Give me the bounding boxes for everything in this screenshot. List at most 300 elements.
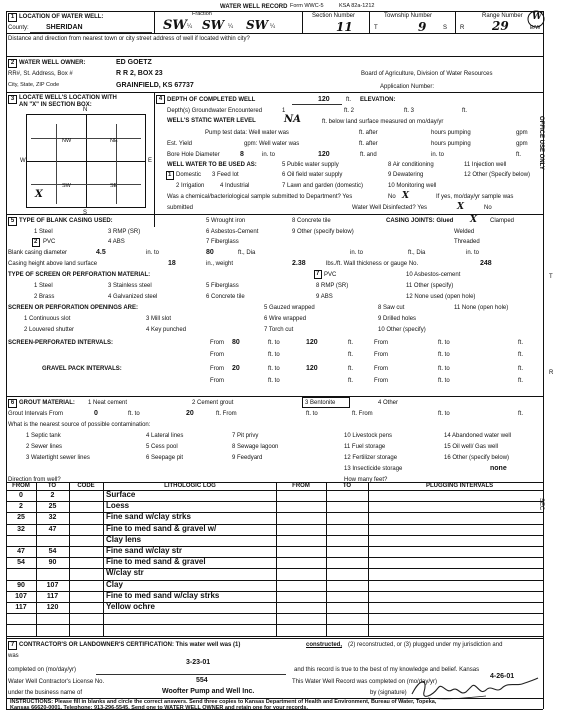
- screen-from: 80: [232, 339, 240, 346]
- screen-ft-to-2: ft. to: [438, 340, 450, 346]
- log-row-to: 54: [48, 548, 57, 555]
- casing-2-label: PVC: [43, 239, 56, 245]
- screen-6-label: Concrete tile: [211, 294, 245, 300]
- use-3-label: Feed lot: [217, 172, 239, 178]
- disinfected-label: Water Well Disinfected? Yes: [352, 205, 428, 211]
- use-11-num: 11: [464, 162, 471, 168]
- screen-from-label-3: From: [210, 352, 224, 358]
- opening-4-num: 4: [146, 327, 150, 333]
- grout-from-3: ft. From: [352, 411, 373, 417]
- log-header-0: FROM: [12, 483, 30, 489]
- county-label: County:: [8, 25, 29, 31]
- pump-after: ft. after: [359, 130, 378, 136]
- casing-6-label: Asbestos-Cement: [210, 229, 259, 235]
- screen-ft-to-3: ft. to: [268, 352, 280, 358]
- casing-8-num: 8: [292, 218, 296, 224]
- township-t: T: [374, 25, 378, 31]
- city-label: City, State, ZIP Code: [8, 82, 60, 88]
- log-row-to: 107: [46, 581, 59, 589]
- use-4-label: Industrial: [225, 183, 250, 189]
- gravel-ft-to-4: ft. to: [438, 378, 450, 384]
- quad-se: SE: [110, 183, 118, 189]
- opening-2-num: 2: [24, 327, 28, 333]
- opening-8-label: Saw cut: [383, 305, 405, 311]
- yield-hours: hours pumping: [431, 141, 471, 147]
- side-sec-label: SEC: [538, 498, 544, 511]
- gravel-ft-to-2: ft. to: [438, 366, 450, 372]
- screen-5-num: 5: [206, 283, 210, 289]
- casing-3-num: 3: [108, 229, 112, 235]
- bore-in-to: in. to: [262, 152, 276, 158]
- compass-north: N: [83, 107, 88, 113]
- quarter-mark: ¼: [270, 24, 276, 30]
- compass-south: S: [83, 210, 88, 216]
- bore-label: Bore Hole Diameter: [167, 152, 220, 158]
- contam-12-label: Fertilizer storage: [352, 455, 398, 461]
- pump-gpm: gpm: [516, 130, 528, 136]
- screen-4-label: Galvanized steel: [113, 294, 158, 300]
- log-row-from: 117: [15, 604, 27, 611]
- contam-10-num: 10: [344, 433, 351, 439]
- section-number-3: 3: [8, 95, 17, 104]
- casing-7-label: Fiberglass: [211, 239, 239, 245]
- casing-8-label: Concrete tile: [297, 218, 331, 224]
- grout-to-3: ft. to: [438, 411, 450, 417]
- range-ew: E/W: [530, 25, 541, 31]
- screen-1-label: Steel: [39, 283, 53, 289]
- use-5-label: Public water supply: [287, 162, 339, 168]
- log-header-3: LITHOLOGIC LOG: [164, 483, 216, 489]
- pump-hours: hours pumping: [431, 130, 471, 136]
- log-row-from: 0: [19, 492, 23, 499]
- log-row-from: 90: [17, 581, 25, 589]
- disinfected-mark: X: [457, 202, 464, 212]
- gravel-from-label-4: From: [374, 378, 388, 384]
- contam-7-label: Pit privy: [237, 433, 259, 439]
- true-statement: and this record is true to the best of my knowledge and belief. Kansas: [294, 667, 480, 673]
- log-header-4: FROM: [292, 483, 310, 489]
- use-8-label: Air conditioning: [392, 162, 434, 168]
- contam-13-label: Insecticide storage: [352, 466, 403, 472]
- casing-3-label: RMP (SR): [113, 229, 141, 235]
- use-5-num: 5: [282, 162, 286, 168]
- casing-height-label: Casing height above land surface: [8, 261, 98, 267]
- yield-label: Est. Yield: [167, 141, 193, 147]
- casing-height: 18: [168, 260, 176, 267]
- owner-title: WATER WELL OWNER:: [19, 60, 86, 66]
- range-value: 29: [492, 19, 509, 33]
- screen-8-label: RMP (SR): [321, 283, 349, 289]
- openings-label: SCREEN OR PERFORATION OPENINGS ARE:: [8, 305, 139, 311]
- fraction-value-1: SW: [163, 18, 187, 33]
- quad-sw: SW: [62, 183, 71, 189]
- screen-ft-3: ft.: [348, 352, 354, 358]
- locate-title-1: LOCATE WELL'S LOCATION WITH: [19, 95, 117, 101]
- screen-10-label: Asbestos-cement: [414, 272, 461, 278]
- disinfected-no: No: [484, 205, 492, 211]
- use-4-num: 4: [220, 183, 224, 189]
- chem-no-mark: X: [402, 191, 409, 201]
- opening-3-num: 3: [146, 316, 150, 322]
- contam-14-label: Abandoned water well: [452, 433, 512, 439]
- contam-3-num: 3: [26, 455, 30, 461]
- use-3-num: 3: [212, 172, 216, 178]
- screen-ft-2: ft.: [518, 340, 524, 346]
- yield-gpm: gpm: [516, 141, 528, 147]
- contam-6-label: Seepage pit: [151, 455, 184, 461]
- grout-1-label: Neat cement: [93, 400, 128, 406]
- grout-intervals-label: Grout Intervals From: [8, 411, 64, 417]
- side-t-label: T: [549, 274, 553, 280]
- chem-rest: If yes, mo/day/yr sample was: [436, 194, 514, 200]
- casing-5-label: Wrought iron: [211, 218, 246, 224]
- log-row-to: 47: [48, 525, 57, 533]
- contam-12-num: 12: [344, 455, 351, 461]
- contam-15-label: Oil well/ Gas well: [452, 444, 499, 450]
- yield-after: ft. after: [359, 141, 378, 147]
- use-7-label: Lawn and garden (domestic): [287, 183, 364, 189]
- yield-mid: gpm: Well water was: [244, 141, 300, 147]
- section-number-7: 7: [8, 641, 17, 650]
- city-value: GRAINFIELD, KS 67737: [116, 82, 194, 89]
- grout-label: GROUT MATERIAL:: [19, 400, 75, 406]
- grout-4-label: Other: [383, 400, 399, 406]
- use-9-num: 9: [388, 172, 392, 178]
- screen-10-num: 10: [406, 272, 413, 278]
- screen-ft-to-4: ft. to: [438, 352, 450, 358]
- log-header-2: CODE: [77, 483, 95, 489]
- certification-was: was: [8, 653, 19, 659]
- joints-welded: Welded: [454, 229, 475, 235]
- opening-7-num: 7: [264, 327, 268, 333]
- screen-1-num: 1: [34, 283, 38, 289]
- bore-in-to-2: in. to: [431, 152, 445, 158]
- log-header-1: TO: [47, 483, 57, 489]
- county-value: SHERIDAN: [46, 24, 83, 31]
- section-number-6: 6: [8, 399, 17, 408]
- grout-2-num: 2: [192, 400, 196, 406]
- grout-2-label: Cement grout: [197, 400, 234, 406]
- grout-3-label: Bentonite: [310, 400, 336, 406]
- quad-ne: NE: [110, 138, 118, 144]
- use-1-num: 1: [168, 172, 172, 178]
- casing-1-num: 1: [34, 229, 38, 235]
- instructions-line-2: Kansas 66620-0001. Telephone: 913-296-5545. Send one to WATER WELL OWNER and retain one for your records.: [10, 705, 308, 711]
- section-number-5: 5: [8, 217, 17, 226]
- grout-to-2: ft. to: [306, 411, 318, 417]
- screen-5-label: Fiberglass: [211, 283, 239, 289]
- screen-intervals-label: SCREEN-PERFORATED INTERVALS:: [8, 340, 114, 346]
- screen-from-label-2: From: [374, 340, 388, 346]
- contam-7-num: 7: [232, 433, 236, 439]
- opening-1-label: Continuous slot: [29, 316, 71, 322]
- contam-2-num: 2: [26, 444, 30, 450]
- quad-nw: NW: [62, 138, 72, 144]
- contam-16-num: 16: [444, 455, 451, 461]
- opening-10-num: 10: [378, 327, 385, 333]
- joints-threaded: Threaded: [454, 239, 480, 245]
- location-title: LOCATION OF WATER WELL:: [19, 14, 104, 20]
- log-row-lithology: Fine to med sand & gravel w/: [106, 523, 217, 533]
- contam-5-num: 5: [146, 444, 150, 450]
- casing-9-label: Other (specify below): [297, 229, 354, 235]
- casing-in-weight: in., weight: [206, 261, 234, 267]
- gravel-from-label-2: From: [374, 366, 388, 372]
- log-row-lithology: Fine sand w/clay str: [106, 546, 183, 555]
- use-2-label: Irrigation: [181, 183, 205, 189]
- contam-4-num: 4: [146, 433, 150, 439]
- opening-9-num: 9: [378, 316, 382, 322]
- compass-west: W: [20, 158, 26, 164]
- casing-weight: 2.38: [292, 260, 306, 267]
- contam-1-num: 1: [26, 433, 30, 439]
- use-1-label: Domestic: [176, 172, 202, 178]
- business-name: Woofter Pump and Well Inc.: [162, 688, 255, 695]
- quarter-mark: ¼: [228, 24, 234, 30]
- static-level-label: WELL'S STATIC WATER LEVEL: [167, 118, 256, 124]
- section-number-4: 4: [156, 95, 165, 104]
- compass-east: E: [148, 158, 153, 164]
- gravel-from: 20: [232, 365, 240, 372]
- depth-label: DEPTH OF COMPLETED WELL: [167, 97, 256, 103]
- grout-1-num: 1: [88, 400, 92, 406]
- log-row-lithology: Fine sand w/clay strks: [106, 512, 191, 522]
- contamination-value: none: [490, 465, 507, 472]
- screen-3-label: Stainless steel: [113, 283, 152, 289]
- gravel-from-label: From: [210, 366, 224, 372]
- log-row-to: 117: [46, 592, 59, 600]
- distance-label: Distance and direction from nearest town or city street address of well if located within city?: [8, 36, 250, 42]
- opening-2-label: Louvered shutter: [29, 327, 75, 333]
- contam-3-label: Watertight sewer lines: [31, 455, 90, 461]
- board-label: Board of Agriculture, Division of Water Resources: [361, 71, 493, 77]
- casing-5-num: 5: [206, 218, 210, 224]
- screen-ft-to: ft. to: [268, 340, 280, 346]
- completed-label: completed on (mo/day/yr): [8, 667, 77, 673]
- opening-10-label: Other (specify): [386, 327, 426, 333]
- depth-ft: ft.: [346, 97, 352, 103]
- gravel-to: 120: [306, 365, 318, 372]
- gravel-ft-to-3: ft. to: [268, 378, 280, 384]
- owner-name: ED GOETZ: [116, 59, 152, 66]
- casing-in-to-3: in. to: [466, 250, 480, 256]
- screen-material-label: TYPE OF SCREEN OR PERFORATION MATERIAL:: [8, 272, 151, 278]
- log-row-lithology: Clay lens: [106, 534, 142, 544]
- contamination-label: What is the nearest source of possible contamination:: [8, 422, 151, 428]
- grout-ft-end: ft.: [518, 411, 524, 417]
- casing-diameter: 4.5: [96, 249, 106, 256]
- grout-from-2: ft. From: [216, 411, 237, 417]
- contam-10-label: Livestock pens: [352, 433, 393, 439]
- casing-ft-dia-2: ft., Dia: [408, 250, 426, 256]
- direction-label: Direction from well?: [8, 477, 61, 483]
- locate-title-2: AN "X" IN SECTION BOX:: [19, 102, 92, 108]
- use-7-num: 7: [282, 183, 286, 189]
- range-label: Range Number: [482, 13, 523, 19]
- fraction-value-3: SW: [246, 18, 269, 32]
- screen-7-label: PVC: [324, 272, 337, 278]
- log-row-from: 25: [17, 514, 25, 522]
- casing-9-num: 9: [292, 229, 296, 235]
- opening-5-label: Gauzed wrapped: [269, 305, 315, 311]
- casing-ft-dia: ft., Dia: [238, 250, 256, 256]
- section-number-2: 2: [8, 59, 17, 68]
- address-value: R R 2, BOX 23: [116, 70, 163, 77]
- log-row-to: 90: [48, 559, 57, 567]
- casing-label: TYPE OF BLANK CASING USED:: [19, 218, 113, 224]
- casing-7-num: 7: [206, 239, 210, 245]
- screen-2-num: 2: [34, 294, 38, 300]
- fraction-label: Fraction: [192, 11, 212, 17]
- license-number: 554: [196, 677, 208, 684]
- static-level-rest: ft. below land surface measured on mo/day/yr: [322, 119, 444, 125]
- groundwater-3: ft. 3: [404, 108, 415, 114]
- side-r-label: R: [549, 370, 554, 376]
- use-6-label: Oil field water supply: [287, 172, 343, 178]
- form-number: Form WWC-5: [290, 3, 324, 9]
- certification-label: CONTRACTOR'S OR LANDOWNER'S CERTIFICATION: This water well was (1): [19, 642, 241, 648]
- log-row-lithology: Loess: [106, 501, 130, 511]
- casing-in-to-2: in. to: [350, 250, 364, 256]
- gravel-ft-4: ft.: [518, 378, 524, 384]
- opening-8-num: 8: [378, 305, 382, 311]
- screen-9-label: ABS: [320, 294, 333, 300]
- pump-test-label: Pump test data: Well water was: [205, 130, 289, 136]
- address-label: RR#, St. Address, Box #: [8, 71, 73, 77]
- casing-gauge: 248: [480, 260, 492, 267]
- casing-to: 80: [206, 249, 214, 256]
- contam-9-num: 9: [232, 455, 236, 461]
- opening-4-label: Key punched: [151, 327, 187, 333]
- signature-label: by (signature): [370, 690, 407, 696]
- screen-3-num: 3: [108, 283, 112, 289]
- log-row-to: 120: [46, 604, 59, 611]
- range-r: R: [460, 25, 465, 31]
- use-10-label: Monitoring well: [396, 183, 437, 189]
- gravel-from-label-3: From: [210, 378, 224, 384]
- static-level-value: NA: [284, 114, 301, 125]
- joints-clamped: Clamped: [490, 218, 515, 224]
- opening-6-label: Wire wrapped: [269, 316, 307, 322]
- bore-diameter: 8: [240, 151, 244, 158]
- contam-8-num: 8: [232, 444, 236, 450]
- water-well-record-form: [6, 3, 554, 711]
- contam-1-label: Septic tank: [31, 433, 61, 439]
- screen-12-label: None used (open hole): [414, 294, 476, 300]
- groundwater-1: 1: [282, 108, 286, 114]
- contam-11-label: Fuel storage: [351, 444, 386, 450]
- depth-value: 120: [318, 96, 330, 103]
- log-row-from: 2: [19, 503, 23, 511]
- record-completed-label: This Water Well Record was completed on (mo/day/yr): [292, 679, 438, 685]
- casing-6-num: 6: [206, 229, 210, 235]
- contam-11-num: 11: [344, 444, 351, 450]
- contam-8-label: Sewage lagoon: [237, 444, 279, 450]
- grout-4-num: 4: [378, 400, 382, 406]
- quarter-mark: ¼: [187, 24, 193, 30]
- range-circled-letter: W: [532, 12, 543, 22]
- fraction-value-2: SW: [202, 18, 225, 32]
- completed-date: 3-23-01: [186, 659, 211, 666]
- gravel-intervals-label: GRAVEL PACK INTERVALS:: [42, 366, 122, 372]
- gravel-ft-to: ft. to: [268, 366, 280, 372]
- log-row-from: 47: [17, 548, 25, 555]
- screen-ft-4: ft.: [518, 352, 524, 358]
- section-number-1: 1: [8, 13, 17, 22]
- joints-label: CASING JOINTS: Glued: [386, 218, 454, 224]
- screen-8-num: 8: [316, 283, 320, 289]
- use-10-num: 10: [388, 183, 395, 189]
- log-row-lithology: Surface: [106, 490, 136, 499]
- township-value: 9: [418, 20, 427, 34]
- grout-3-num: 3: [305, 400, 309, 406]
- contam-14-num: 14: [444, 433, 451, 439]
- log-header-6: PLUGGING INTERVALS: [426, 483, 494, 489]
- chem-sample-label: Was a chemical/bacteriological sample submitted to Department? Yes: [167, 194, 353, 200]
- form-title: WATER WELL RECORD: [220, 4, 288, 10]
- contam-2-label: Sewer lines: [31, 444, 63, 450]
- contam-13-num: 13: [344, 466, 351, 472]
- casing-diameter-label: Blank casing diameter: [8, 250, 68, 256]
- log-row-from: 54: [17, 559, 25, 567]
- casing-in-to: in. to: [146, 250, 160, 256]
- contam-6-num: 6: [146, 455, 150, 461]
- casing-4-label: ABS: [112, 239, 125, 245]
- use-11-label: Injection well: [471, 162, 507, 168]
- opening-9-label: Drilled holes: [383, 316, 417, 322]
- screen-4-num: 4: [108, 294, 112, 300]
- business-label: under the business name of: [8, 690, 83, 696]
- contam-9-label: Feedyard: [237, 455, 263, 461]
- application-label: Application Number:: [380, 84, 435, 90]
- screen-from-label-4: From: [374, 352, 388, 358]
- log-row-to: 32: [48, 514, 57, 522]
- bore-to: 120: [318, 151, 330, 158]
- opening-1-num: 1: [24, 316, 28, 322]
- use-6-num: 6: [282, 172, 286, 178]
- joints-glued-mark: X: [470, 215, 477, 225]
- elevation-label: ELEVATION:: [360, 97, 396, 103]
- use-2-num: 2: [176, 183, 180, 189]
- screen-12-num: 12: [406, 294, 413, 300]
- screen-ft: ft.: [348, 340, 354, 346]
- certification-constructed: constructed,: [306, 642, 343, 648]
- log-header-5: TO: [342, 483, 352, 489]
- office-use-label: OFFICE USE ONLY: [538, 116, 544, 170]
- location-mark-x: X: [35, 189, 43, 200]
- log-row-to: 25: [48, 503, 57, 511]
- casing-1-label: Steel: [39, 229, 53, 235]
- screen-from-label: From: [210, 340, 224, 346]
- contam-4-label: Lateral lines: [151, 433, 184, 439]
- license-label: Water Well Contractor's License No.: [8, 679, 105, 685]
- opening-7-label: Torch cut: [268, 327, 294, 333]
- record-completed-date: 4-26-01: [490, 673, 515, 680]
- screen-6-num: 6: [206, 294, 210, 300]
- submitted-label: submitted: [167, 205, 194, 211]
- log-row-lithology: Clay: [106, 579, 123, 589]
- bore-and: ft. and: [360, 152, 377, 158]
- gravel-ft-3: ft.: [348, 378, 354, 384]
- screen-11-num: 11: [406, 283, 413, 289]
- screen-7-num: 7: [316, 271, 320, 277]
- casing-lbs: lbs./ft. Wall thickness or gauge No.: [326, 261, 419, 267]
- log-row-from: 32: [17, 525, 25, 533]
- groundwater-end: ft.: [462, 108, 468, 114]
- log-row-lithology: Fine to med sand w/clay strks: [106, 590, 220, 600]
- screen-9-num: 9: [316, 294, 320, 300]
- gravel-ft: ft.: [348, 366, 354, 372]
